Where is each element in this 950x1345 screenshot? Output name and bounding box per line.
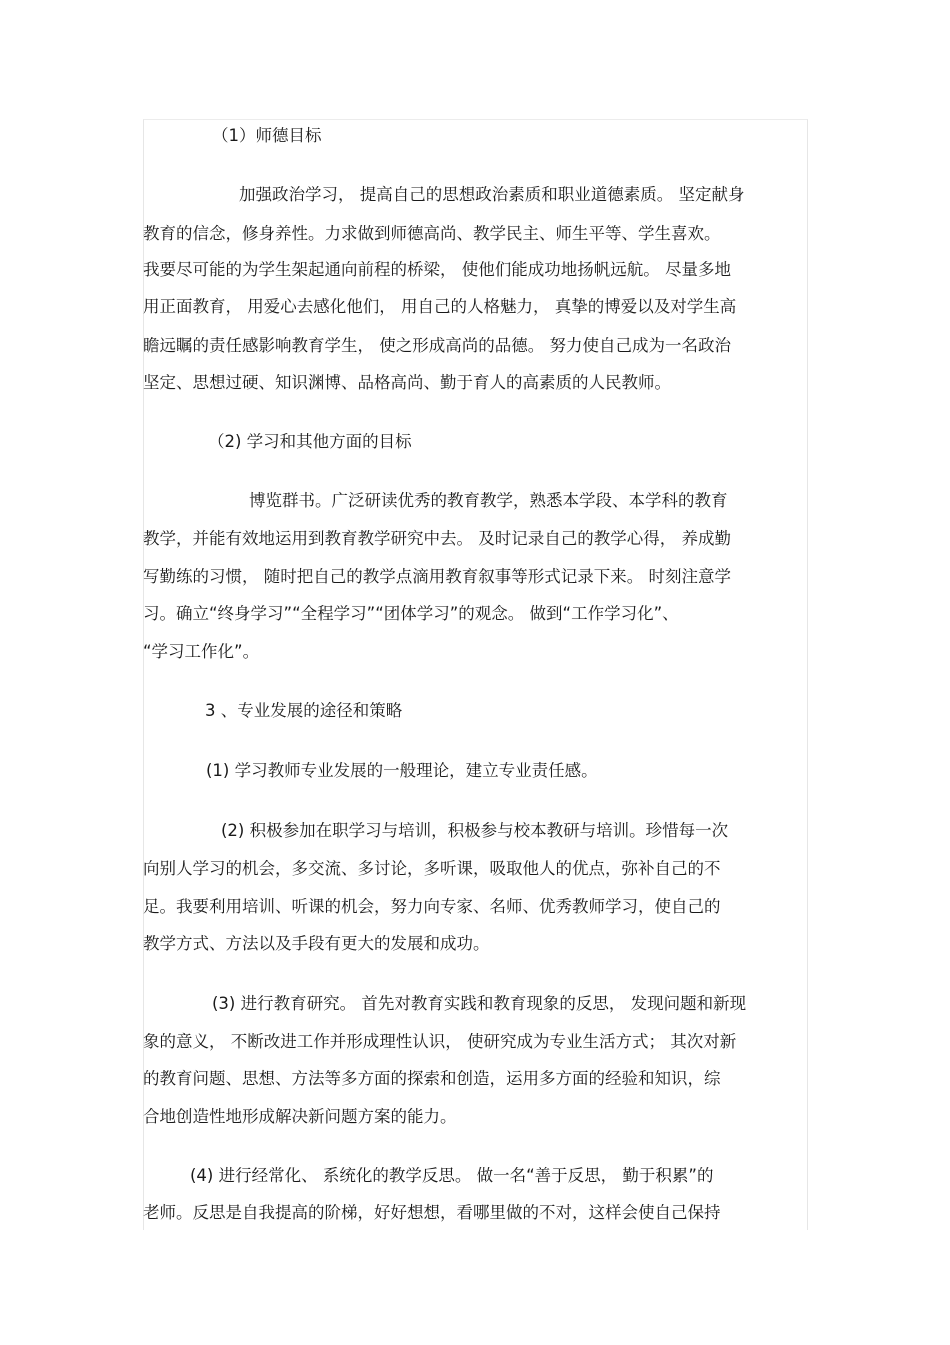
list-item: (1) 学习教师专业发展的一般理论，建立专业责任感。 — [206, 761, 598, 780]
paragraph-line: 瞻远瞩的责任感影响教育学生， 使之形成高尚的品德。 努力使自己成为一名政治 — [143, 336, 731, 355]
paragraph-line: 的教育问题、思想、方法等多方面的探索和创造，运用多方面的经验和知识，综 — [143, 1069, 721, 1088]
paragraph-line: 坚定、思想过硬、知识渊博、品格高尚、勤于育人的高素质的人民教师。 — [143, 373, 671, 392]
heading-development-strategy: 3 、专业发展的途径和策略 — [205, 701, 403, 720]
paragraph-line: 足。我要利用培训、听课的机会，努力向专家、名师、优秀教师学习，使自己的 — [143, 897, 721, 916]
paragraph-line: 用正面教育， 用爱心去感化他们， 用自己的人格魅力， 真挚的博爱以及对学生高 — [143, 297, 737, 316]
document-page — [143, 119, 808, 1230]
paragraph-line: 写勤练的习惯， 随时把自己的教学点滴用教育叙事等形式记录下来。 时刻注意学 — [143, 567, 731, 586]
paragraph-line: 向别人学习的机会，多交流、多讨论，多听课，吸取他人的优点，弥补自己的不 — [143, 859, 721, 878]
paragraph-line: 习。确立“终身学习”“全程学习”“团体学习”的观念。 做到“工作学习化”、 — [143, 604, 679, 623]
paragraph-line: 老师。反思是自我提高的阶梯，好好想想，看哪里做的不对，这样会使自己保持 — [143, 1203, 721, 1222]
heading-learning-goal: （2) 学习和其他方面的目标 — [208, 432, 412, 451]
paragraph-line: 教育的信念，修身养性。力求做到师德高尚、教学民主、师生平等、学生喜欢。 — [143, 224, 721, 243]
list-item: (3) 进行教育研究。 首先对教育实践和教育现象的反思， 发现问题和新现 — [212, 994, 747, 1013]
list-item: (2) 积极参加在职学习与培训，积极参与校本教研与培训。珍惜每一次 — [221, 821, 729, 840]
paragraph-line: 合地创造性地形成解决新问题方案的能力。 — [143, 1107, 457, 1126]
paragraph-line: 教学方式、方法以及手段有更大的发展和成功。 — [143, 934, 490, 953]
list-item: (4) 进行经常化、 系统化的教学反思。 做一名“善于反思， 勤于积累”的 — [190, 1166, 714, 1185]
paragraph-line: 加强政治学习， 提高自己的思想政治素质和职业道德素质。 坚定献身 — [239, 185, 745, 204]
paragraph-line: “学习工作化”。 — [143, 642, 260, 661]
heading-ethics-goal: （1）师德目标 — [212, 126, 322, 145]
paragraph-line: 教学，并能有效地运用到教育教学研究中去。 及时记录自己的教学心得， 养成勤 — [143, 529, 731, 548]
paragraph-line: 我要尽可能的为学生架起通向前程的桥梁， 使他们能成功地扬帆远航。 尽量多地 — [143, 260, 731, 279]
paragraph-line: 博览群书。广泛研读优秀的教育教学，熟悉本学段、本学科的教育 — [249, 491, 728, 510]
paragraph-line: 象的意义， 不断改进工作并形成理性认识， 使研究成为专业生活方式； 其次对新 — [143, 1032, 737, 1051]
